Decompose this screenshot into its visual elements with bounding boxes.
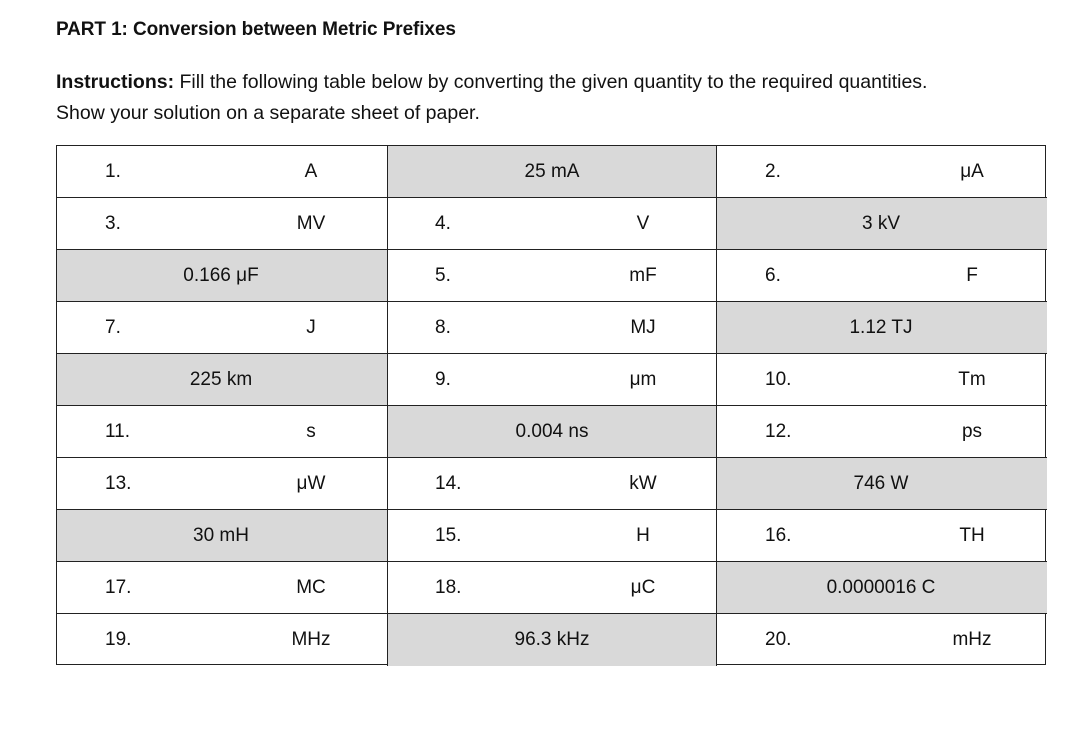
answer-cell xyxy=(57,198,388,250)
given-quantity: 30 mH xyxy=(193,524,249,546)
given-quantity-cell xyxy=(717,198,1047,250)
answer-cell xyxy=(717,614,1047,666)
given-quantity-cell xyxy=(717,458,1047,510)
given-quantity-cell xyxy=(57,250,388,302)
target-unit: J xyxy=(306,316,316,338)
item-number: 10. xyxy=(765,368,792,390)
answer-cell xyxy=(57,302,388,354)
target-unit: s xyxy=(306,420,316,442)
given-quantity: 0.166 μF xyxy=(183,264,259,286)
item-number: 20. xyxy=(765,629,792,650)
given-quantity: 0.004 ns xyxy=(515,420,589,442)
answer-cell xyxy=(57,458,388,510)
answer-cell xyxy=(388,250,717,302)
item-number: 6. xyxy=(765,264,781,286)
item-number: 9. xyxy=(435,368,451,390)
given-quantity-cell xyxy=(57,354,388,406)
target-unit: kW xyxy=(629,472,657,494)
answer-cell xyxy=(717,510,1047,562)
answer-cell xyxy=(388,458,717,510)
given-quantity-cell xyxy=(388,614,717,666)
item-number: 2. xyxy=(765,160,781,182)
answer-cell xyxy=(57,614,388,666)
instructions-line-1: Fill the following table below by converting the given quantity to the required quantities. xyxy=(174,71,928,93)
answer-cell xyxy=(388,198,717,250)
given-quantity-cell xyxy=(717,302,1047,354)
instructions xyxy=(56,67,1046,129)
instructions-line-2: Show your solution on a separate sheet of paper. xyxy=(56,102,480,124)
target-unit: A xyxy=(304,160,318,182)
answer-cell xyxy=(57,406,388,458)
target-unit: mF xyxy=(629,264,657,286)
item-number: 8. xyxy=(435,316,451,338)
answer-cell xyxy=(717,354,1047,406)
item-number: 11. xyxy=(105,420,131,442)
given-quantity: 1.12 TJ xyxy=(849,316,913,338)
answer-cell xyxy=(717,146,1047,198)
page-heading: PART 1: Conversion between Metric Prefixes xyxy=(56,19,456,40)
answer-cell xyxy=(388,354,717,406)
item-number: 7. xyxy=(105,316,121,338)
target-unit: MV xyxy=(296,212,326,234)
answer-cell xyxy=(388,562,717,614)
given-quantity: 3 kV xyxy=(861,212,901,234)
item-number: 17. xyxy=(105,576,132,598)
target-unit: μm xyxy=(629,368,657,390)
given-quantity-cell xyxy=(717,562,1047,614)
given-quantity: 96.3 kHz xyxy=(514,629,590,650)
item-number: 3. xyxy=(105,212,121,234)
given-quantity: 225 km xyxy=(189,368,253,390)
item-number: 4. xyxy=(435,212,451,234)
answer-cell xyxy=(388,510,717,562)
answer-cell xyxy=(717,406,1047,458)
target-unit: F xyxy=(966,264,978,286)
target-unit: Tm xyxy=(958,368,986,390)
answer-cell xyxy=(717,250,1047,302)
answer-cell xyxy=(388,302,717,354)
item-number: 16. xyxy=(765,524,792,546)
given-quantity: 0.0000016 C xyxy=(826,576,936,598)
target-unit: MJ xyxy=(630,316,656,338)
given-quantity: 746 W xyxy=(853,472,909,494)
given-quantity: 25 mA xyxy=(524,160,580,182)
given-quantity-cell xyxy=(388,146,717,198)
target-unit: μC xyxy=(630,576,656,598)
target-unit: MC xyxy=(296,576,326,598)
target-unit: V xyxy=(636,212,650,234)
given-quantity-cell xyxy=(57,510,388,562)
answer-cell xyxy=(57,562,388,614)
item-number: 1. xyxy=(105,160,121,182)
target-unit: H xyxy=(636,524,650,546)
item-number: 12. xyxy=(765,420,792,442)
conversion-table xyxy=(56,145,1046,665)
item-number: 13. xyxy=(105,472,132,494)
target-unit: MHz xyxy=(291,629,331,650)
item-number: 19. xyxy=(105,629,132,650)
target-unit: μA xyxy=(960,160,984,182)
target-unit: ps xyxy=(961,420,983,442)
instructions-label: Instructions: xyxy=(56,71,175,93)
target-unit: μW xyxy=(296,472,326,494)
item-number: 14. xyxy=(435,472,462,494)
target-unit: TH xyxy=(959,524,985,546)
given-quantity-cell xyxy=(388,406,717,458)
answer-cell xyxy=(57,146,388,198)
item-number: 18. xyxy=(435,576,462,598)
target-unit: mHz xyxy=(952,629,992,650)
item-number: 15. xyxy=(435,524,462,546)
item-number: 5. xyxy=(435,264,451,286)
